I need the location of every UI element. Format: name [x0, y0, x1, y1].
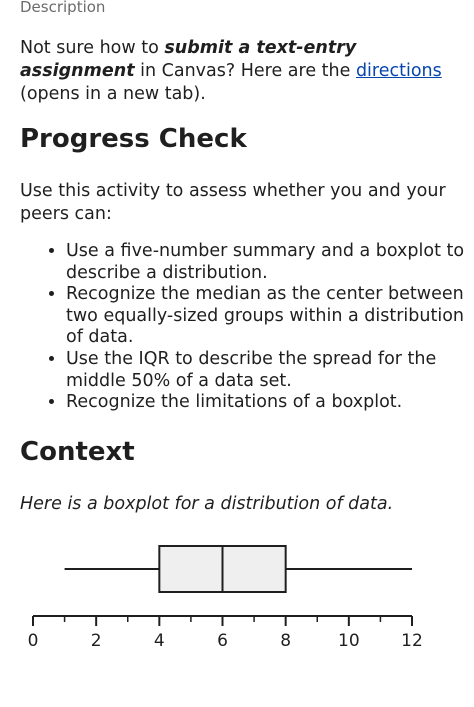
- tick-label: 12: [401, 631, 423, 651]
- intro-prefix: Not sure how to: [20, 38, 165, 58]
- learning-goal-item: • Recognize the median as the center between two equally-sized groups within a distribution of data.: [66, 284, 474, 349]
- description-label: Description: [20, 0, 106, 16]
- intro-text: [20, 37, 460, 106]
- learning-goal-item: • Use the IQR to describe the spread for the middle 50% of a data set.: [66, 349, 474, 392]
- intro-suffix: (opens in a new tab).: [20, 84, 206, 104]
- tick-label: 10: [338, 631, 360, 651]
- tick-label: 2: [90, 631, 102, 651]
- intro-mid: in Canvas? Here are the: [134, 61, 356, 81]
- tick-label: 0: [27, 631, 39, 651]
- learning-goal-item: • Recognize the limitations of a boxplot.: [66, 392, 474, 414]
- tick-label: 4: [153, 631, 165, 651]
- context-heading: Context: [20, 437, 135, 467]
- progress-check-heading: Progress Check: [20, 124, 247, 154]
- learning-goal-item: • Use a five-number summary and a boxplot to describe a distribution.: [66, 241, 474, 284]
- intro-emphasis: submit a text-entry assignment: [20, 38, 357, 81]
- context-text: Here is a boxplot for a distribution of data.: [20, 494, 394, 514]
- tick-label: 6: [217, 631, 228, 651]
- tick-label: 8: [280, 631, 292, 651]
- directions-link[interactable]: directions: [355, 61, 442, 81]
- boxplot-chart: [0, 530, 474, 670]
- progress-check-lead: Use this activity to assess whether you and your peers can:: [20, 181, 446, 224]
- learning-goals-list: [44, 241, 474, 414]
